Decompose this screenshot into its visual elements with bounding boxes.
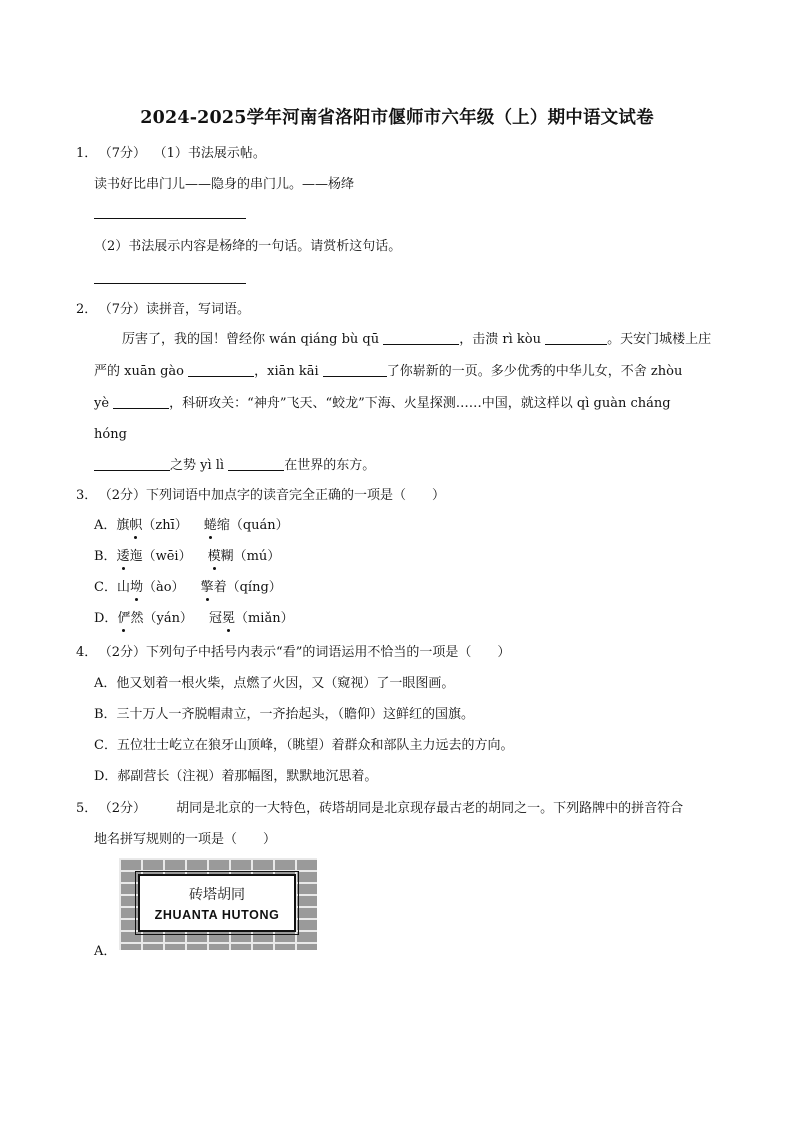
passage-text: 。天安门城楼上庄 — [607, 332, 712, 347]
passage-text: yè — [94, 396, 114, 411]
question-1-quote: 读书好比串门儿——隐身的串门儿。——杨绛 — [94, 177, 355, 192]
question-2-line-2 — [94, 363, 682, 381]
question-1-part-1: （1）书法展示帖。 — [160, 146, 266, 161]
word-text: 然 — [130, 611, 144, 626]
pinyin-text: （ào） — [142, 580, 185, 595]
question-5-stem-2: 地名拼写规则的一项是（ ） — [94, 832, 277, 847]
question-2-line-3 — [94, 395, 671, 413]
pinyin-text: （yán） — [143, 611, 193, 626]
passage-text: 厉害了，我的国！曾经你 wán qiáng bù qū — [122, 332, 384, 347]
option-label: B． — [94, 549, 117, 564]
dotted-char: 帜 — [129, 518, 143, 533]
question-5-number: 5． — [76, 801, 98, 816]
question-5 — [76, 800, 683, 818]
question-2-heading: （7分）读拼音，写词语。 — [105, 302, 251, 317]
answer-line-1[interactable] — [94, 218, 246, 219]
street-sign-panel — [138, 874, 296, 932]
passage-text: ，xiān kāi — [254, 364, 323, 379]
question-5-stem-1: 胡同是北京的一大特色，砖塔胡同是北京现存最古老的胡同之一。下列路牌中的拼音符合 — [176, 801, 684, 816]
dotted-char: 模 — [207, 549, 221, 564]
question-1-score: （7分） — [105, 146, 147, 161]
pinyin-text: （wēi） — [142, 549, 192, 564]
question-3-option-a[interactable] — [94, 517, 289, 535]
blank-xian-kai[interactable] — [323, 363, 387, 377]
word-text: 着 — [213, 580, 227, 595]
question-2-line-1 — [122, 331, 711, 349]
question-3-stem: （2分）下列词语中加点字的读音完全正确的一项是（ ） — [105, 488, 446, 503]
blank-xuan-gao[interactable] — [188, 363, 254, 377]
answer-line-2[interactable] — [94, 283, 246, 284]
question-4-option-c[interactable]: C．五位壮士屹立在狼牙山顶峰，（眺望）着群众和部队主力远去的方向。 — [94, 738, 514, 753]
word-text: 糊 — [220, 549, 234, 564]
blank-zhou-ye[interactable] — [113, 395, 169, 409]
pinyin-text: （mú） — [233, 549, 281, 564]
question-2-number: 2． — [76, 302, 98, 317]
dotted-char: 擎 — [200, 580, 214, 595]
option-label: D． — [94, 611, 118, 626]
blank-qi-guan-chang-hong[interactable] — [94, 457, 170, 471]
question-2-line-4: hóng — [94, 427, 127, 442]
blank-yi-li[interactable] — [228, 457, 284, 471]
word-text: 缩 — [216, 518, 230, 533]
question-1-number: 1． — [76, 146, 98, 161]
passage-text: 了你崭新的一页。多少优秀的中华儿女，不舍 zhòu — [386, 364, 683, 379]
blank-ri-kou[interactable] — [545, 331, 607, 345]
dotted-char: 俨 — [117, 611, 131, 626]
passage-text: ，击溃 rì kòu — [459, 332, 546, 347]
word-text: 山 — [116, 580, 130, 595]
pinyin-text: （quán） — [229, 518, 289, 533]
dotted-char: 冕 — [221, 611, 235, 626]
blank-wan-qiang-bu-qu[interactable] — [383, 331, 459, 345]
street-sign-chinese: 砖塔胡同 — [189, 887, 245, 903]
passage-text: 在世界的东方。 — [284, 458, 376, 473]
question-1 — [76, 145, 266, 163]
passage-text: 严的 xuān gào — [94, 364, 189, 379]
option-label: A． — [94, 518, 117, 533]
pinyin-text: （zhī） — [142, 518, 188, 533]
question-2-line-5 — [94, 457, 375, 475]
pinyin-text: （miǎn） — [234, 611, 294, 626]
question-3-number: 3． — [76, 488, 98, 503]
question-3 — [76, 487, 445, 505]
question-4-stem: （2分）下列句子中括号内表示“看”的词语运用不恰当的一项是（ ） — [105, 645, 511, 660]
question-5-score: （2分） — [105, 801, 147, 816]
question-4-option-b[interactable]: B．三十万人一齐脱帽肃立，一齐抬起头，（瞻仰）这鲜红的国旗。 — [94, 707, 475, 722]
question-4 — [76, 644, 510, 662]
passage-text: ，科研攻关：“神舟”飞天、“蛟龙”下海、火星探测……中国，就这样以 qì guàn cháng — [169, 396, 671, 411]
question-3-option-c[interactable] — [94, 579, 282, 597]
question-4-option-d[interactable]: D．郝副营长（注视）着那幅图，默默地沉思着。 — [94, 769, 378, 784]
question-2 — [76, 301, 250, 319]
question-3-option-b[interactable] — [94, 548, 280, 566]
street-sign-pinyin: ZHUANTA HUTONG — [154, 908, 280, 922]
option-label: C． — [94, 580, 117, 595]
page-title: 2024-2025学年河南省洛阳市偃师市六年级（上）期中语文试卷 — [140, 108, 654, 128]
dotted-char: 坳 — [129, 580, 143, 595]
word-text: 迤 — [129, 549, 143, 564]
question-3-option-d[interactable] — [94, 610, 294, 628]
word-text: 旗 — [116, 518, 130, 533]
question-5-option-a-label[interactable]: A． — [94, 944, 117, 959]
passage-text: 之势 yì lì — [170, 458, 229, 473]
street-sign-image — [119, 858, 317, 950]
question-4-number: 4． — [76, 645, 98, 660]
pinyin-text: （qíng） — [226, 580, 282, 595]
question-1-part-2: （2）书法展示内容是杨绛的一句话。请赏析这句话。 — [94, 239, 402, 254]
dotted-char: 蜷 — [203, 518, 217, 533]
word-text: 冠 — [208, 611, 222, 626]
dotted-char: 逶 — [116, 549, 130, 564]
question-4-option-a[interactable]: A．他又划着一根火柴，点燃了火因，又（窥视）了一眼图画。 — [94, 676, 455, 691]
